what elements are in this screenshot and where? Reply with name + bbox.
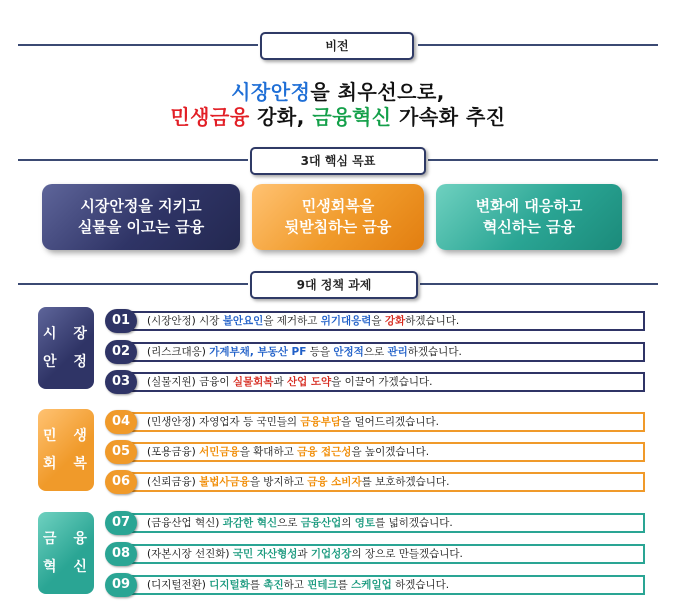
vision-text: 가속화 추진 [391,105,506,129]
task-row [105,470,645,494]
category-market-stability [38,307,94,389]
task-row [105,309,645,333]
category-line: 회 복 [43,456,93,472]
goal-line: 실물을 이고는 금융 [77,218,205,236]
task-highlight: 안정적 [333,346,364,358]
task-number-badge: 06 [105,470,137,494]
task-text-segment: 을 제거하고 [263,315,321,327]
task-row [105,340,645,364]
task-text-segment: (실물지원) 금융이 [147,376,233,388]
task-text [115,544,645,564]
divider-line [420,283,658,285]
task-number-badge: 07 [105,511,137,535]
goal-line: 민생회복을 [301,197,375,215]
task-text-segment: 을 방지하고 [249,476,308,488]
task-number-badge: 09 [105,573,137,597]
task-text-segment: 과 [273,376,287,388]
task-text-segment: (포용금융) [147,446,200,458]
goal-line: 시장안정을 지키고 [80,197,202,215]
task-text-segment: 를 [249,579,264,591]
task-text [115,513,645,533]
task-highlight: 디지털화 [209,579,250,591]
goal-market-stability [42,184,240,250]
vision-highlight-livelihood: 민생금융 [170,105,250,129]
task-text-segment: 의 장으로 만들겠습니다. [351,548,463,560]
task-text [115,472,645,492]
category-line: 시 장 [43,326,93,342]
task-text-segment: 을 이끌어 가겠습니다. [331,376,433,388]
task-highlight: 국민 자산형성 [232,548,298,560]
goals-label: 3대 핵심 목표 [250,147,426,175]
task-row [105,573,645,597]
divider-line [18,44,258,46]
category-line: 혁 신 [43,559,93,575]
task-highlight: 불안요인 [222,315,264,327]
task-highlight: 가계부채, 부동산 PF [209,346,307,358]
task-highlight: 촉진 [263,579,284,591]
category-line: 금 융 [43,531,93,547]
task-number-badge: 05 [105,440,137,464]
divider-line [418,44,658,46]
category-line: 안 정 [43,354,93,370]
task-text [115,342,645,362]
task-highlight: 기업성장 [310,548,352,560]
task-text-segment: 를 [337,579,352,591]
task-text-segment: 으로 [363,346,388,358]
task-text-segment: (리스크대응) [147,346,210,358]
task-highlight: 금융 소비자 [307,476,362,488]
task-number-badge: 04 [105,410,137,434]
task-text-segment: (신뢰금융) [147,476,200,488]
task-highlight: 불법사금융 [199,476,250,488]
divider-line [18,159,248,161]
task-text [115,412,645,432]
task-highlight: 실물회복 [232,376,274,388]
task-text-segment: 의 [341,517,355,529]
task-highlight: 금융산업 [300,517,342,529]
goal-line: 혁신하는 금융 [482,218,576,236]
task-text-segment: (자본시장 선진화) [147,548,233,560]
task-text-segment: (디지털전환) [147,579,210,591]
task-highlight: 관리 [387,346,408,358]
vision-highlight-innovation: 금융혁신 [312,105,392,129]
task-text [115,311,645,331]
task-text-segment: (민생안정) 자영업자 등 국민들의 [147,416,301,428]
task-highlight: 영토 [354,517,376,529]
task-text-segment: 하겠습니다. [405,315,460,327]
task-highlight: 과감한 혁신 [222,517,278,529]
task-number-badge: 02 [105,340,137,364]
category-line: 민 생 [43,428,93,444]
task-highlight: 핀테크 [307,579,338,591]
task-text-segment: (금융산업 혁신) [147,517,223,529]
task-text-segment: 과 [297,548,311,560]
divider-line [428,159,658,161]
task-text-segment: 를 넓히겠습니다. [375,517,453,529]
task-highlight: 위기대응력 [320,315,372,327]
goal-innovation [436,184,622,250]
task-highlight: 금융부담 [300,416,341,428]
goal-line: 뒷받침하는 금융 [284,218,392,236]
task-text [115,442,645,462]
task-text-segment: 하겠습니다. [407,346,462,358]
task-text [115,575,645,595]
vision-text: 을 최우선으로, [310,80,445,104]
task-text-segment: 하고 [283,579,308,591]
task-highlight: 산업 도약 [286,376,332,388]
task-text-segment: 하겠습니다. [391,579,450,591]
task-text-segment: 으로 [277,517,301,529]
vision-text: 강화, [249,105,313,129]
task-number-badge: 08 [105,542,137,566]
task-row [105,440,645,464]
task-row [105,511,645,535]
goal-livelihood [252,184,424,250]
task-text-segment: 을 높이겠습니다. [351,446,430,458]
task-highlight: 스케일업 [351,579,392,591]
category-innovation [38,512,94,594]
goal-line: 변화에 대응하고 [475,197,583,215]
task-row [105,542,645,566]
vision-line-2 [0,101,676,130]
task-number-badge: 03 [105,370,137,394]
task-text-segment: 을 [371,315,385,327]
task-text-segment: (시장안정) 시장 [147,315,223,327]
divider-line [18,283,248,285]
task-highlight: 금융 접근성 [297,446,352,458]
tasks-label: 9대 정책 과제 [250,271,418,299]
task-highlight: 서민금융 [199,446,240,458]
task-text-segment: 를 보호하겠습니다. [361,476,450,488]
task-text [115,372,645,392]
task-row [105,410,645,434]
category-livelihood [38,409,94,491]
task-number-badge: 01 [105,309,137,333]
vision-highlight-market: 시장안정 [231,80,311,104]
task-text-segment: 등을 [306,346,334,358]
task-row [105,370,645,394]
task-text-segment: 을 덜어드리겠습니다. [340,416,439,428]
vision-label: 비전 [260,32,414,60]
task-highlight: 강화 [384,315,406,327]
task-text-segment: 을 확대하고 [239,446,298,458]
